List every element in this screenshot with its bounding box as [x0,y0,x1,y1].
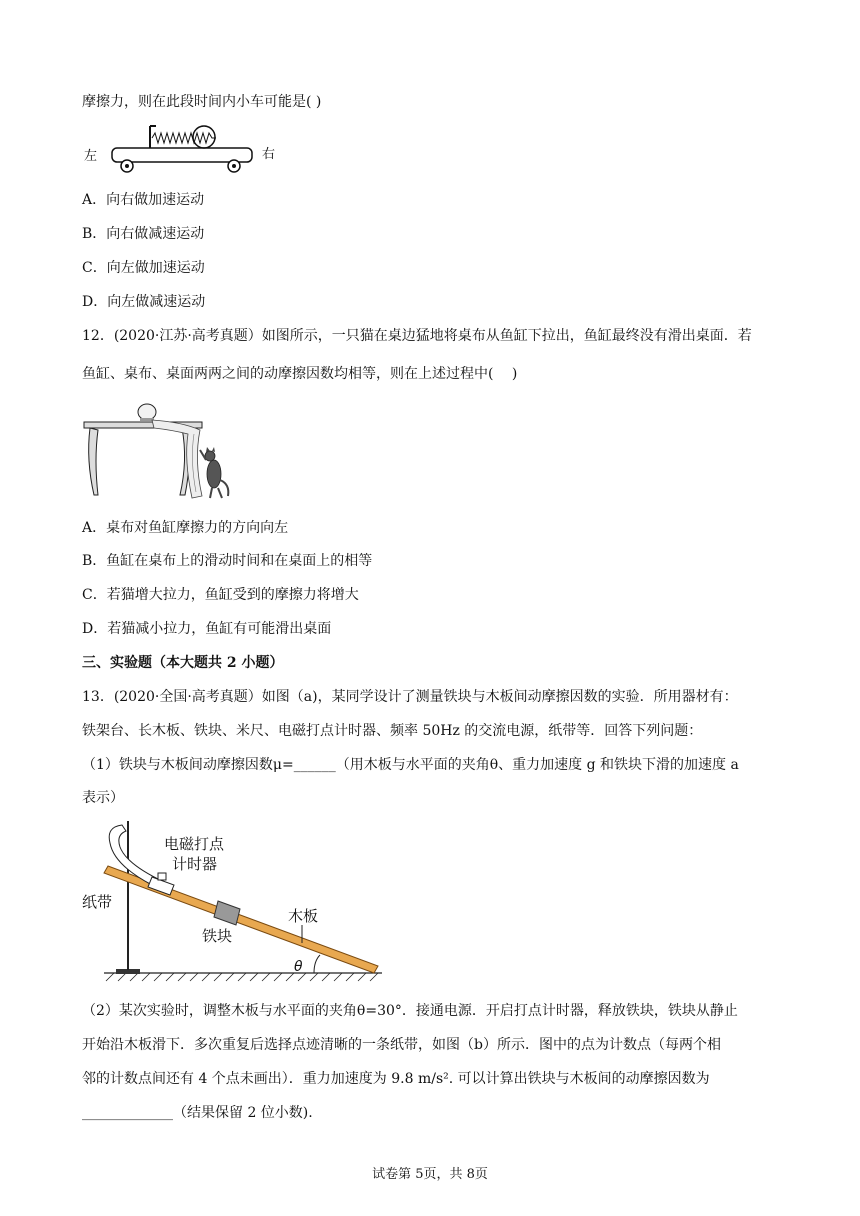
left-label: 左 [84,149,98,164]
timer-label-2: 计时器 [172,855,218,873]
q11-option-b: B．向右做减速运动 [82,226,205,242]
cart-spring-ball-figure [82,116,282,180]
iron-block [214,901,240,925]
spring [152,133,216,143]
q11-option-d: D．向左做减速运动 [82,294,206,310]
q12-option-a: A．桌布对鱼缸摩擦力的方向向左 [82,520,289,536]
board-label: 木板 [288,907,319,925]
q13-part2-line1: （2）某次实验时，调整木板与水平面的夹角θ=30°．接通电源．开启打点计时器，释放铁块，铁块从静止 [82,1003,738,1019]
tape-label: 纸带 [82,893,113,911]
ground-hatch [106,973,378,981]
angle-label: θ [294,959,303,975]
q13-part2-line2: 开始沿木板滑下．多次重复后选择点迹清晰的一条纸带，如图（b）所示．图中的点为计数点（每两个相 [82,1037,721,1053]
page-footer: 试卷第 5页，共 8页 [372,1167,488,1182]
q12-option-b: B．鱼缸在桌布上的滑动时间和在桌面上的相等 [82,553,373,569]
q13-stem-line1: 13．(2020·全国·高考真题）如图（a)，某同学设计了测量铁块与木板间动摩擦因数的实验．所用器材有： [82,689,738,705]
table-leg-left [89,428,98,495]
block-label: 铁块 [202,927,233,945]
q12-option-d: D．若猫减小拉力，鱼缸有可能滑出桌面 [82,621,332,637]
q11-option-c: C．向左做加速运动 [82,260,205,276]
q11-option-a: A．向右做加速运动 [82,192,205,208]
timer-label-1: 电磁打点 [164,835,225,853]
q13-part2-line4: _____________（结果保留 2 位小数). [82,1105,313,1121]
tablecloth [152,420,202,498]
q13-part2-line3: 邻的计数点间还有 4 个点未画出）．重力加速度为 9.8 m/s². 可以计算出铁块与木板间的动摩擦因数为 [82,1071,710,1087]
q13-stem-line2: 铁架台、长木板、铁块、米尺、电磁打点计时器、频率 50Hz 的交流电源，纸带等．回答下列问题： [82,723,703,739]
q13-part1-line2: 表示） [82,790,124,806]
q13-part1-line1: （1）铁块与木板间动摩擦因数μ=______（用木板与水平面的夹角θ、重力加速度 g 和铁块下滑的加速度 a [82,757,739,773]
cat [207,460,221,488]
incline-experiment-figure [82,815,392,985]
right-label: 右 [262,147,276,162]
section-title: 三、实验题（本大题共 2 小题） [82,655,284,671]
q12-stem-line2: 鱼缸、桌布、桌面两两之间的动摩擦因数均相等，则在上述过程中( ) [82,366,518,382]
q11-stem-tail: 摩擦力，则在此段时间内小车可能是( ) [82,94,322,110]
angle-arc [314,955,320,973]
q12-stem-line1: 12．(2020·江苏·高考真题）如图所示，一只猫在桌边猛地将桌布从鱼缸下拉出，鱼缸最终没有滑出桌面．若 [82,328,752,344]
fish-bowl [138,404,156,420]
cart-body [112,148,252,162]
wooden-board [104,866,378,973]
q12-option-c: C．若猫增大拉力，鱼缸受到的摩擦力将增大 [82,587,359,603]
table-cat-fishbowl-figure [82,400,232,504]
